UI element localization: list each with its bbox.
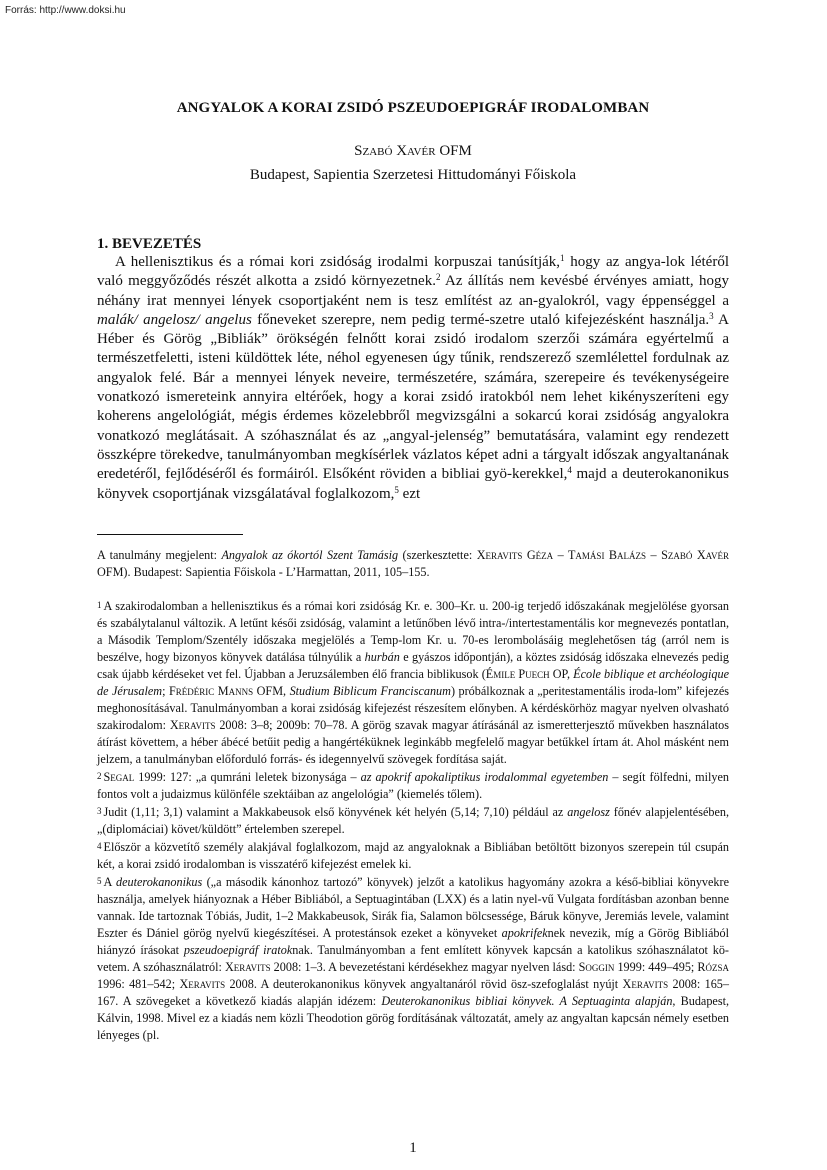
footnote-text: Xeravits (224, 960, 271, 974)
footnote-1 (97, 597, 729, 768)
footnote-text: Deuterokanonikus bibliai könyvek. A Septuaginta alapján (381, 994, 673, 1008)
note-span: A tanulmány megjelent: (97, 548, 222, 562)
affiliation: Budapest, Sapientia Szerzetesi Hittudományi Főiskola (249, 167, 577, 183)
body-span: majd a deuterokanonikus könyvek csoportjának vizsgálatával foglalkozom, (97, 466, 729, 502)
body-span: ezt (398, 485, 421, 502)
body-span: A Héber és Görög „Bibliák” örökségén felnőtt korai zsidó irodalom szerzői számára egyértelmű a természetfeletti, isteni küldöttek léte, néhol egyenesen úgy tűnik, rendszerező szemlélettel fordulnak az angyalok felé. Bár a mennyei lények neveire, természetére, számára, szerepeire és tevékenységeire vonatkozó ismereteink annyira eltérőek, hogy a korai zsidó iratokból nem lehet kikényszeríteni egy koherens angelológiát, mégis érdemes közelebbről megvizsgálni a sokarcú korai zsidóság angyalokra vonatkozó meglátásait. A szóhasználat és az „angyal-jelenség” bemutatására, valamint egy rendezett összképre törekedve, tanulmányomban megkísérlek vázlatos képet adni a tárgyalt időszak angyaltanának eredetéről, fejlődéséről és formáiról. Elsőként röviden a bibliai gyö-kerekkel, (97, 311, 729, 483)
footnote-text: angelosz (567, 805, 610, 819)
footnote-text: A szakirodalomban a hellenisztikus és a római kori zsidóság Kr. e. 300–Kr. u. 200-ig terjedő időszakának megjelölése gyorsan és szabálytalanul változik. A letűnt késői zsidóság, valamint a letűnőben lévő intra-/intertestamentális kor megnevezés pontatlan, a Második Templom/Szentély időszaka megjelölés a Temp-lom Kr. u. 70-es lerombolásáig meglehetősen tág (arról nem is beszélve, hogy bizonyos könyvek datálása túlnyúlik a (97, 599, 729, 664)
footnote-text: Émile Puech (485, 667, 550, 681)
footnote-text: főnév alapjelentésében, „(diplomáciai) követ/küldött” értelemben szerepel. (97, 805, 730, 836)
note-italic: Angyalok az ókortól Szent Tamásig (221, 548, 399, 562)
footnote-ref[interactable]: 5 (394, 484, 399, 495)
footnote-text: („a második kánonhoz tartozó” könyvek) jelzőt a katolikus hagyomány azokra a késő-bibliai könyvekre használja, amelyek hiányoznak a Héber Bibliából, a Septuagintában (LXX) és a latin nyel-vű Vulgata fordításban azonban benne vannak. Ide tartoznak Tóbiás, Judit, 1–2 Makkabeusok, Sirák fia, Salamon bölcsessége, Báruk könyve, Jeremiás levele, valamint Eszter és Dániel görög nyelvű kiegészítései. A protestánsok ezeket a könyveket (97, 875, 729, 940)
footnote-number: 3 (97, 806, 102, 816)
body-span: A hellenisztikus és a római kori zsidóság irodalmi korpuszai tanúsítják, (115, 254, 561, 270)
page-number: 1 (409, 1140, 417, 1156)
footnote-ref[interactable]: 1 (560, 253, 565, 263)
footnote-text: Xeravits (179, 977, 226, 991)
footnote-ref[interactable]: 3 (709, 310, 714, 321)
footnote-separator (97, 534, 243, 535)
body-span: főneveket szerepre, nem pedig termé-szetre utaló kifejezésként használja. (251, 311, 710, 328)
footnote-text: École biblique et archéologique de Jérusalem (97, 667, 729, 698)
footnote-number: 5 (97, 876, 102, 886)
footnote-text: Xeravits (622, 977, 669, 991)
body-italic: malák/ angelosz/ angelus (97, 311, 252, 328)
footnote-text: Studium Biblicum Franciscanum (289, 684, 451, 698)
footnote-text: 2008: 165–167. A szövegeket a következő kiadás alapján idézem: (97, 977, 729, 1008)
footnote-text: OFM, (253, 684, 290, 698)
footnote-text: Judit (1,11; 3,1) valamint a Makkabeusok első könyvének két helyén (5,14; 7,10) például az (103, 805, 568, 819)
footnote-text: 1999: 449–495; (614, 960, 698, 974)
footnote-4 (97, 838, 729, 873)
author-name: Szabó Xavér (354, 143, 436, 159)
footnote-text: apokrifek (501, 926, 548, 940)
body-text (97, 253, 729, 504)
note-span: (szerkesztette: (398, 548, 477, 562)
footnote-text: Soggin (578, 960, 615, 974)
page-title: ANGYALOK A KORAI ZSIDÓ PSZEUDOEPIGRÁF IRODALOMBAN (176, 100, 650, 116)
footnote-text: , Budapest, Kálvin, 1998. Mivel ez a kiadás nem közli Theodotion görög fordításának változatát, amely az angyaltan kapcsán némely esetben lényeges (pl. (97, 994, 729, 1042)
footnote-text: az apokrif apokaliptikus irodalommal egyetemben (360, 770, 609, 784)
section-heading: 1. BEVEZETÉS (97, 236, 202, 252)
footnote-text: 1996: 481–542; (97, 977, 180, 991)
footnote-text: hurbán (364, 650, 400, 664)
footnote-text: – segít fölfedni, milyen fontos volt a judaizmus különféle szektáiban az angelológia” (kiemelés tőlem). (97, 770, 730, 801)
footnote-text: Rózsa (697, 960, 729, 974)
source-url: Forrás: http://www.doksi.hu (5, 5, 126, 16)
footnote-text: deuterokanonikus (116, 875, 203, 889)
footnote-text: Xeravits (169, 718, 216, 732)
footnote-text: nak. Tanulmányomban a fent említett könyvek kapcsán a katolikus szóhasználatot kö-vetem. A szóhasználatról: (97, 943, 729, 974)
body-span: hogy az angya-lok létéről való meggyőződés részét alkotta a zsidó környezetnek. (97, 254, 729, 290)
footnote-2 (97, 768, 729, 803)
footnote-ref[interactable]: 2 (435, 272, 441, 283)
author-order: OFM (435, 143, 472, 159)
footnote-text: 2008: 1–3. A bevezetéstani kérdésekhez magyar nyelven lásd: (270, 960, 579, 974)
footnote-text: Frédéric Manns (168, 684, 254, 698)
footnote-number: 2 (97, 771, 102, 781)
note-span: OFM). Budapest: Sapientia Főiskola - L’Harmattan, 2011, 105–155. (97, 565, 430, 579)
publication-note (97, 547, 729, 581)
footnote-number: 1 (97, 600, 102, 610)
footnote-text: ; (162, 684, 169, 698)
footnote-text: ) próbálkoznak a „peritestamentális iroda-lom” kifejezés meghonosításával. Tanulmányomban a korai zsidóság kifejezést részesítem előnyben. A kérdéskörhöz magyar nyelven olvasható szakirodalom: (97, 684, 729, 732)
footnote-text: Először a közvetítő személy alakjával foglalkozom, majd az angyaloknak a Bibliában betöltött bizonyos szerepein túl csupán két, a korai zsidó irodalomban is visszatérő kifejezést emelek ki. (97, 840, 729, 871)
footnote-text: Segal (103, 770, 135, 784)
footnote-text: A (103, 875, 117, 889)
footnote-number: 4 (97, 841, 102, 851)
footnote-text: e gyászos időpontján), a köztes zsidóság időszaka elnevezés pedig csak újabb kérdéseket vet fel. Újabban a Jeruzsálemben élő francia biblikusok ( (97, 650, 730, 681)
footnote-text: nek nevezik, míg a Görög Bibliából hiányzó írásokat (97, 926, 730, 957)
footnote-ref[interactable]: 4 (567, 465, 572, 476)
footnote-text: 2008. A deuterokanonikus könyvek angyaltanáról rövid ösz-szefoglalást nyújt (225, 977, 623, 991)
author-line (97, 143, 729, 160)
footnote-text: 1999: 127: „a qumráni leletek bizonysága – (134, 770, 361, 784)
footnote-text: pszeudoepigráf iratok (183, 943, 293, 957)
body-paragraph (97, 253, 729, 504)
note-smallcaps: Xeravits Géza – Tamási Balázs – Szabó Xavér (476, 548, 730, 562)
footnote-5 (97, 873, 729, 1044)
footnotes (97, 597, 729, 1044)
footnote-text: OP, (549, 667, 574, 681)
footnote-text: 2008: 3–8; 2009b: 70–78. A görög szavak magyar átírásánál az ismeretterjesztő művekben használatos átírást követtem, a héber ábécé betűit pedig a hangértéküknek leginkább megfelelő magyar betűkkel írtam át. Ahol másként nem jelzem, a tanulmányban előforduló forrás- és idegennyelvű szövegek fordítása saját. (97, 718, 730, 766)
footnote-3 (97, 803, 729, 838)
body-span: Az állítás nem kevésbé érvényes amiatt, hogy néhány irat mennyei lények csoportjaként nem is tesz említést az an-gyalokról, vagy éppenséggel a (97, 273, 729, 309)
